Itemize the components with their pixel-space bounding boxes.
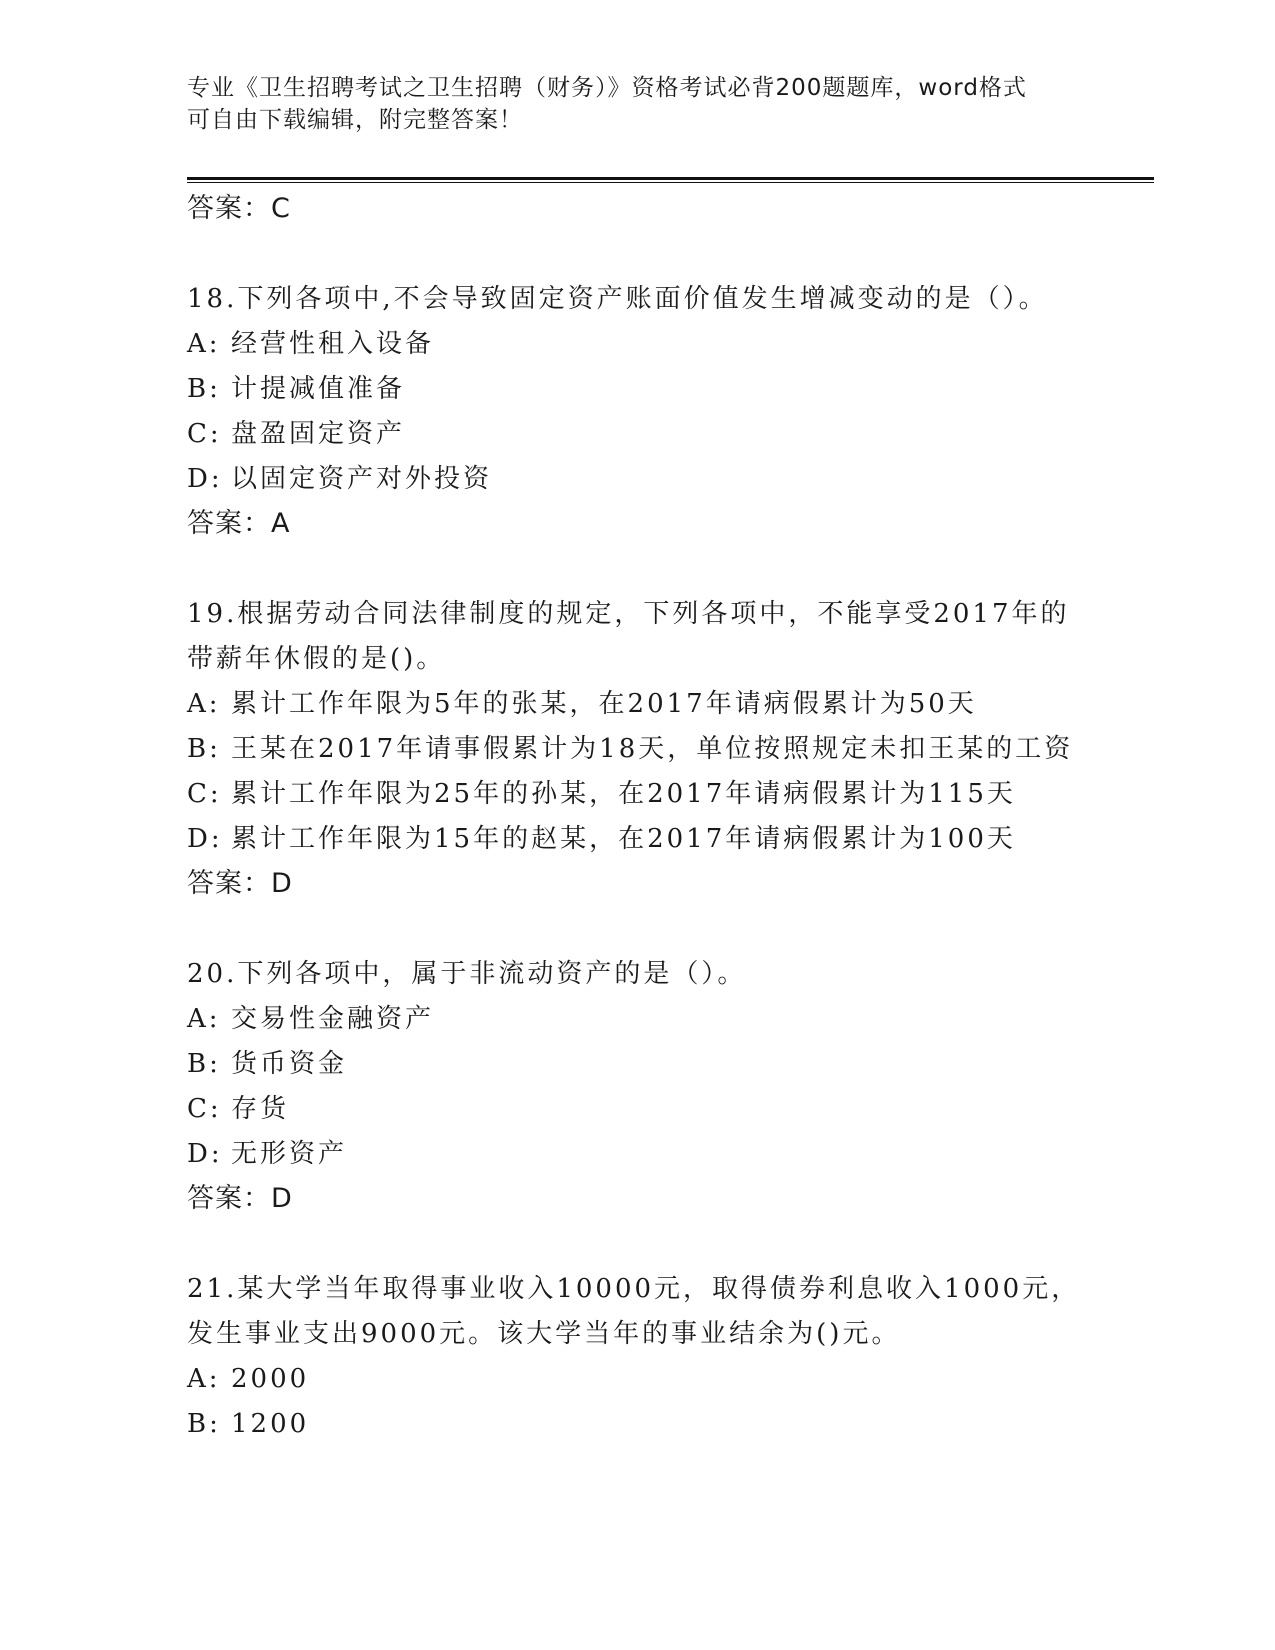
- option-item: [187, 1042, 1147, 1087]
- option-text: 1200: [231, 1409, 310, 1439]
- option-key: B:: [187, 1049, 221, 1079]
- option-text: 累计工作年限为5年的张某，在2017年请病假累计为50天: [231, 689, 977, 719]
- option-key: A:: [187, 329, 221, 359]
- option-text: 无形资产: [231, 1139, 348, 1169]
- option-key: C:: [187, 1094, 222, 1124]
- question-spacer: [187, 1221, 1147, 1267]
- question-block: [187, 592, 1147, 906]
- answer-line: 答案：D: [187, 868, 293, 899]
- question-stem: 20.下列各项中，属于非流动资产的是（）。: [187, 959, 747, 989]
- option-item: [187, 727, 1147, 772]
- option-key: D:: [187, 464, 223, 494]
- option-key: D:: [187, 1139, 223, 1169]
- question-stem: 18.下列各项中,不会导致固定资产账面价值发生增减变动的是（）。: [187, 284, 1048, 314]
- option-key: B:: [187, 1409, 221, 1439]
- document-header: [187, 72, 1087, 136]
- option-text: 货币资金: [231, 1049, 348, 1079]
- question-stem: 21.某大学当年取得事业收入10000元，取得债券利息收入1000元，: [187, 1274, 1081, 1304]
- option-key: A:: [187, 1004, 221, 1034]
- question-block: [187, 1267, 1147, 1447]
- header-line-2: 可自由下载编辑，附完整答案！: [187, 107, 523, 133]
- option-item: [187, 817, 1147, 862]
- question-stem: 发生事业支出9000元。该大学当年的事业结余为()元。: [187, 1319, 901, 1349]
- option-text: 盘盈固定资产: [231, 419, 406, 449]
- option-text: 累计工作年限为25年的孙某，在2017年请病假累计为115天: [231, 779, 1016, 809]
- question-list: [187, 187, 1147, 1447]
- option-item: [187, 1132, 1147, 1177]
- option-key: C:: [187, 419, 222, 449]
- option-key: B:: [187, 734, 221, 764]
- option-key: D:: [187, 824, 223, 854]
- option-item: [187, 1402, 1147, 1447]
- option-key: C:: [187, 779, 222, 809]
- option-text: 累计工作年限为15年的赵某，在2017年请病假累计为100天: [231, 824, 1016, 854]
- answer-line: 答案：A: [187, 508, 291, 539]
- question-spacer: [187, 231, 1147, 277]
- option-text: 经营性租入设备: [231, 329, 435, 359]
- option-key: A:: [187, 1364, 221, 1394]
- option-item: [187, 1087, 1147, 1132]
- question-stem: 19.根据劳动合同法律制度的规定，下列各项中，不能享受2017年的: [187, 599, 1070, 629]
- header-line-1: 专业《卫生招聘考试之卫生招聘（财务）》资格考试必背200题题库，word格式: [187, 75, 1027, 101]
- option-text: 计提减值准备: [231, 374, 406, 404]
- answer-line: 答案：D: [187, 1183, 293, 1214]
- option-key: B:: [187, 374, 221, 404]
- option-text: 交易性金融资产: [231, 1004, 435, 1034]
- option-text: 2000: [231, 1364, 310, 1394]
- option-text: 以固定资产对外投资: [231, 464, 493, 494]
- question-stem: 带薪年休假的是()。: [187, 644, 446, 674]
- option-item: [187, 997, 1147, 1042]
- option-item: [187, 412, 1147, 457]
- option-text: 王某在2017年请事假累计为18天，单位按照规定未扣王某的工资: [231, 734, 1074, 764]
- option-item: [187, 772, 1147, 817]
- question-spacer: [187, 546, 1147, 592]
- option-item: [187, 1357, 1147, 1402]
- question-spacer: [187, 906, 1147, 952]
- option-item: [187, 457, 1147, 502]
- previous-answer: 答案：C: [187, 193, 291, 224]
- question-block: [187, 277, 1147, 546]
- option-item: [187, 367, 1147, 412]
- option-text: 存货: [231, 1094, 290, 1124]
- option-key: A:: [187, 689, 221, 719]
- option-item: [187, 322, 1147, 367]
- question-block: [187, 952, 1147, 1221]
- header-divider-thin: [187, 182, 1154, 183]
- header-divider-thick: [187, 177, 1154, 180]
- questions-container: [187, 231, 1147, 1447]
- option-item: [187, 682, 1147, 727]
